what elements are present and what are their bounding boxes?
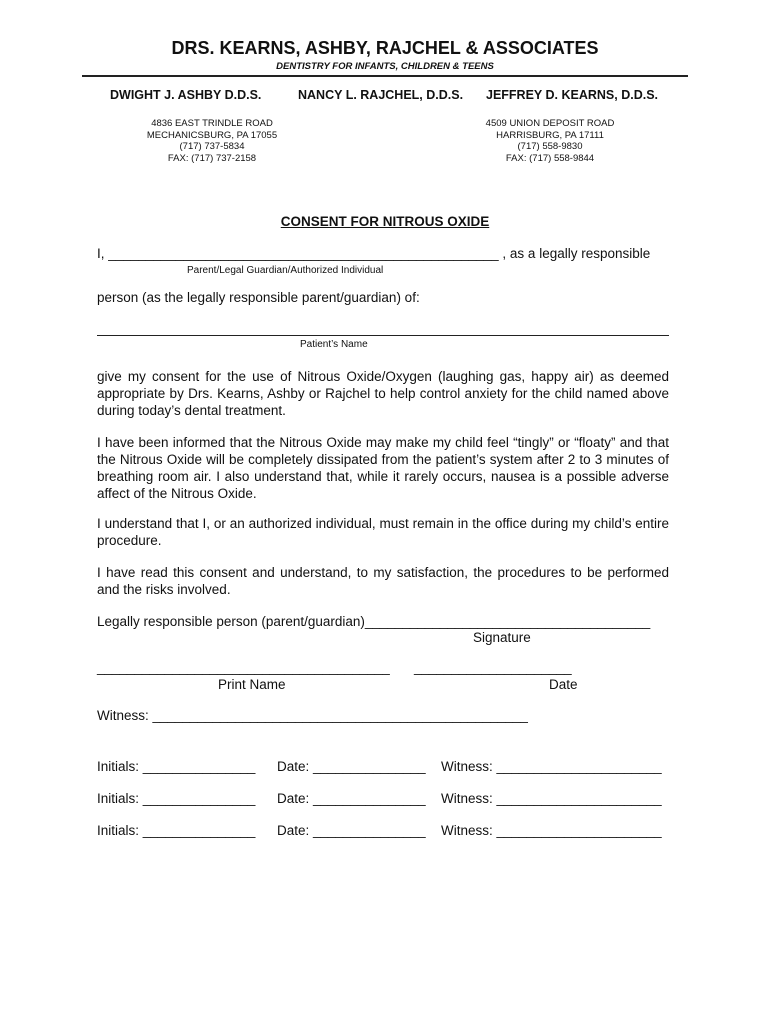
witness-line[interactable]: Witness: __________________________________________________ [97,708,528,723]
initials-field[interactable]: Initials: _______________ [97,823,256,838]
signature-line[interactable]: Legally responsible person (parent/guardian)______________________________________ [97,614,651,629]
print-name-line[interactable]: _______________________________________ [97,660,390,675]
date-caption: Date [549,677,578,692]
initials-date-field[interactable]: Date: _______________ [277,823,426,838]
patient-intro-text: person (as the legally responsible parent/guardian) of: [97,290,420,305]
address-phone: (717) 558-9830 [517,141,583,152]
date-line[interactable]: _____________________ [414,660,572,675]
guardian-caption: Parent/Legal Guardian/Authorized Individual [187,265,384,276]
print-name-caption: Print Name [218,677,286,692]
doctor-name-ashby: DWIGHT J. ASHBY D.D.S. [110,88,262,102]
initials-witness-field[interactable]: Witness: ______________________ [441,823,662,838]
initials-field[interactable]: Initials: _______________ [97,759,256,774]
address-phone: (717) 737-5834 [179,141,245,152]
header-rule [82,75,688,77]
practice-name: DRS. KEARNS, ASHBY, RAJCHEL & ASSOCIATES [171,38,599,58]
patient-caption: Patient’s Name [300,339,368,350]
office-address-mechanicsburg [118,118,306,164]
initials-date-field[interactable]: Date: _______________ [277,791,426,806]
read-paragraph: I have read this consent and understand, to my satisfaction, the procedures to be performed and the risks involved. [97,565,669,597]
form-title: CONSENT FOR NITROUS OXIDE [280,214,490,229]
address-street: 4509 UNION DEPOSIT ROAD [485,118,615,129]
address-city: HARRISBURG, PA 17111 [496,129,604,141]
initials-witness-field[interactable]: Witness: ______________________ [441,791,662,806]
guardian-name-line[interactable]: I, ____________________________________________________ , as a legally responsible [97,246,651,261]
address-fax: FAX: (717) 558-9844 [505,152,595,164]
patient-name-line[interactable] [97,335,669,336]
presence-paragraph: I understand that I, or an authorized individual, must remain in the office during my child’s entire procedure. [97,516,669,548]
office-address-harrisburg [456,118,644,164]
initials-field[interactable]: Initials: _______________ [97,791,256,806]
doctor-name-kearns: JEFFREY D. KEARNS, D.D.S. [486,88,659,102]
initials-witness-field[interactable]: Witness: ______________________ [441,759,662,774]
address-street: 4836 EAST TRINDLE ROAD [151,118,273,129]
consent-paragraph: give my consent for the use of Nitrous Oxide/Oxygen (laughing gas, happy air) as deemed appropriate by Drs. Kearns, Ashby or Rajchel to help control anxiety for the child named above during today’s dental treatment. [97,369,669,418]
doctor-name-rajchel: NANCY L. RAJCHEL, D.D.S. [298,88,464,102]
practice-tagline: DENTISTRY FOR INFANTS, CHILDREN & TEENS [276,61,494,72]
initials-date-field[interactable]: Date: _______________ [277,759,426,774]
address-fax: FAX: (717) 737-2158 [167,152,257,164]
address-city: MECHANICSBURG, PA 17055 [146,129,278,141]
informed-paragraph: I have been informed that the Nitrous Oxide may make my child feel “tingly” or “floaty” and that the Nitrous Oxide will be completely dissipated from the patient’s system after 2 to 3 minutes of breathing room air. I also understand that, while it rarely occurs, nausea is a possible adverse affect of the Nitrous Oxide. [97,435,669,501]
signature-caption: Signature [473,630,531,645]
